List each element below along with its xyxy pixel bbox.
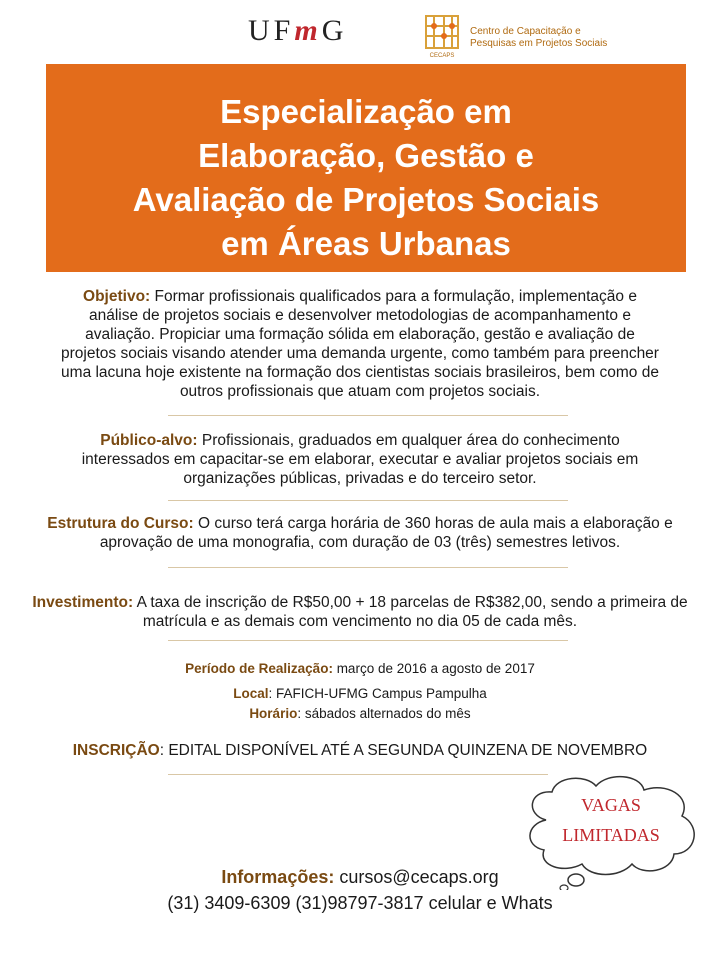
- cecaps-name: Centro de Capacitação e Pesquisas em Projetos Sociais: [470, 26, 608, 49]
- info-label: Informações:: [221, 867, 335, 887]
- cecaps-mark-icon: [422, 14, 462, 60]
- cecaps-logo: [422, 14, 720, 60]
- periodo-label: Período de Realização:: [185, 661, 333, 676]
- local-line: [0, 683, 720, 705]
- divider: [168, 415, 568, 416]
- publico-label: Público-alvo:: [100, 432, 198, 449]
- publico-section: [60, 431, 660, 488]
- contact-info: [0, 864, 720, 916]
- divider: [168, 640, 568, 641]
- local-label: Local: [233, 686, 269, 701]
- contact-email[interactable]: cursos@cecaps.org: [334, 867, 499, 887]
- objetivo-section: [60, 287, 660, 401]
- horario-line: [0, 703, 720, 725]
- investimento-label: Investimento:: [32, 594, 134, 611]
- divider: [168, 774, 548, 775]
- publico-text: Profissionais, graduados em qualquer área do conhecimento interessados em capacitar-se em elaborar, executar e avaliar projetos sociais em organizações públicas, privadas e do terceiro setor.: [81, 432, 639, 487]
- header: [0, 0, 720, 64]
- investimento-text: A taxa de inscrição de R$50,00 + 18 parcelas de R$382,00, sendo a primeira de matrícula e as demais com vencimento no dia 05 de cada mês.: [133, 594, 688, 630]
- periodo-line: [0, 658, 720, 680]
- objetivo-text: Formar profissionais qualificados para a formulação, implementação e análise de projetos sociais e desenvolver metodologias de acompanhamento e avaliação. Propiciar uma formação sólida em elaboração, gestão e avaliação de projetos sociais visando atender uma demanda urgente, como também para preencher uma lacuna hoje existente na formação dos cientistas sociais brasileiros, bem como de outros profissionais que atuam com projetos sociais.: [61, 288, 659, 400]
- investimento-section: [20, 593, 700, 631]
- inscricao-value: : EDITAL DISPONÍVEL ATÉ A SEGUNDA QUINZENA DE NOVEMBRO: [159, 742, 648, 759]
- estrutura-text: O curso terá carga horária de 360 horas de aula mais a elaboração e aprovação de uma monografia, com duração de 03 (três) semestres letivos.: [99, 515, 673, 551]
- inscricao-label: INSCRIÇÃO: [72, 742, 160, 759]
- estrutura-section: [28, 514, 692, 552]
- periodo-value: março de 2016 a agosto de 2017: [332, 661, 535, 676]
- objetivo-label: Objetivo:: [83, 288, 151, 305]
- horario-value: : sábados alternados do mês: [297, 706, 471, 721]
- local-value: : FAFICH-UFMG Campus Pampulha: [268, 686, 487, 701]
- vagas-limitadas: VAGAS LIMITADAS: [562, 795, 660, 845]
- title-banner: [46, 64, 686, 272]
- ufmg-logo: UFmG: [248, 14, 348, 47]
- horario-label: Horário: [249, 706, 298, 721]
- inscricao-line: [0, 742, 720, 760]
- course-title: Especialização em Elaboração, Gestão e Avaliação de Projetos Sociais em Áreas Urbanas: [132, 93, 600, 262]
- divider: [168, 500, 568, 501]
- cecaps-abbr: CECAPS: [429, 53, 455, 59]
- divider: [168, 567, 568, 568]
- contact-phones: (31) 3409-6309 (31)98797-3817 celular e Whats: [167, 893, 553, 913]
- estrutura-label: Estrutura do Curso:: [47, 515, 194, 532]
